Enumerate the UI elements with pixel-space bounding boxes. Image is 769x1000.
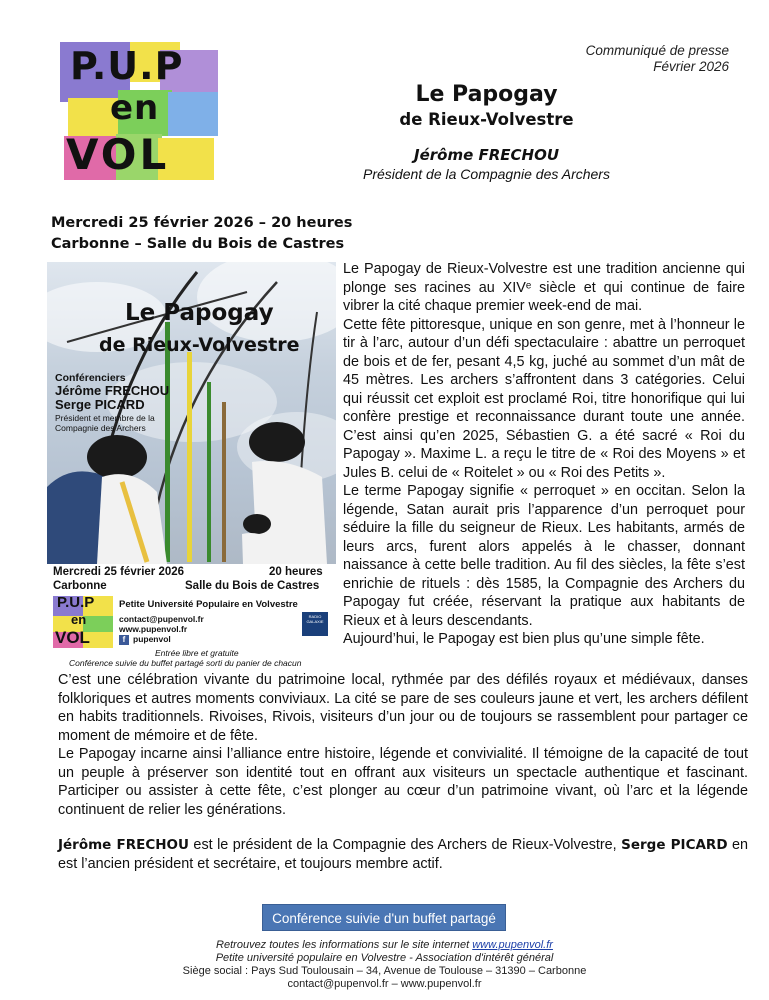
poster-email: contact@pupenvol.fr — [119, 614, 204, 624]
speaker-bio — [58, 836, 748, 873]
page-subtitle: de Rieux-Volvestre — [399, 110, 574, 129]
poster-facebook: pupenvol — [133, 634, 171, 644]
bio-name-2: Serge PICARD — [621, 837, 728, 853]
poster-speaker1: Jérôme FRECHOU — [55, 383, 170, 398]
poster-logo — [53, 596, 113, 648]
poster-org: Petite Université Populaire en Volvestre — [119, 599, 298, 610]
event-poster — [47, 262, 336, 668]
poster-date: Mercredi 25 février 2026 — [53, 566, 185, 578]
poster-role1: Président et membre de la — [55, 413, 155, 423]
press-label: Communiqué de presse — [585, 43, 729, 58]
poster-speakers-label: Conférenciers — [55, 372, 126, 384]
body-paragraph-2: Cette fête pittoresque, unique en son genre, met à l’honneur le tir à l’arc, autour d’un défi spectaculaire : abattre un perroquet de bois et de fer, pesant 4,5 kg, juché au sommet d’un mât de 45 mètres. Les archers s’affrontent dans 3 catégories. Celui qui réussit cet exploit est proclamé Roi, titre honorifique qui lui confère prestige et reconnaissance durant toute une année. C’est ainsi qu’en 2025, Sébastien G. a été sacré « Roi du Papogay ». Maxime L. a reçu le titre de « Roi des Moyens » et Jules B. celui de « Roitelet » ou « Roi des Petits ». — [343, 316, 745, 481]
body-paragraph-4: Aujourd’hui, le Papogay est bien plus qu’une simple fête. — [343, 631, 705, 647]
poster-logo-vol: VOL — [55, 628, 90, 647]
poster-buffet: Conférence suivie du buffet partagé sorti du panier de chacun — [69, 658, 302, 668]
poster-subtitle: de Rieux-Volvestre — [99, 334, 300, 356]
bio-name-1: Jérôme FRECHOU — [58, 837, 189, 853]
footer-line4: contact@pupenvol.fr – www.pupenvol.fr — [287, 978, 482, 990]
poster-logo-pup: P.U.P — [57, 594, 95, 611]
footer-line1-prefix: Retrouvez toutes les informations sur le site internet — [216, 939, 473, 951]
body-paragraph-3: Le terme Papogay signifie « perroquet » en occitan. Selon la légende, Satan aurait pris l’apparence d’un perroquet pour séduire la fille du seigneur de Rieux. Les habitants, armés de leurs arcs, furent alors appelés à le chasser, donnant naissance à cette belle tradition. Au fil des siècles, la fête s’est enrichie de rituels : dès 1585, la Compagnie des Archers du Papogay fut créée, réservant la pratique aux habitants de Rieux et à leurs descendants. — [343, 483, 745, 629]
bio-text-1: est le président de la Compagnie des Archers de Rieux-Volvestre, — [188, 837, 622, 853]
poster-entry: Entrée libre et gratuite — [155, 648, 239, 658]
poster-title: Le Papogay — [125, 300, 274, 326]
buffet-button[interactable]: Conférence suivie d'un buffet partagé — [262, 904, 506, 931]
speaker-name: Jérôme FRECHOU — [413, 146, 560, 164]
body-full-width — [58, 671, 748, 819]
press-date: Février 2026 — [653, 59, 729, 74]
title-block — [0, 81, 769, 183]
event-venue: Carbonne – Salle du Bois de Castres — [51, 236, 345, 252]
body-paragraph-5: C’est une célébration vivante du patrimoine local, rythmée par des défilés royaux et médiévaux, danses folkloriques et autres moments conviviaux. La cité se pare de ses couleurs jaune et vert, les archers défilent en habits traditionnels. Rivoises, Rivois, visiteurs d’un jour ou de toujours se rassemblent pour partager ce moment de mémoire et de fête. — [58, 672, 748, 744]
footer-line3: Siège social : Pays Sud Toulousain – 34, Avenue de Toulouse – 31390 – Carbonne — [182, 965, 587, 977]
footer — [0, 939, 769, 991]
footer-website-link[interactable]: www.pupenvol.fr — [472, 939, 553, 951]
poster-town: Carbonne — [53, 580, 107, 592]
poster-time: 20 heures — [269, 566, 323, 578]
poster-logo-en: en — [71, 612, 87, 627]
footer-line2: Petite université populaire en Volvestre - Association d'intérêt général — [215, 952, 554, 964]
poster-website: www.pupenvol.fr — [119, 624, 188, 634]
radio-label: RADIO GALAXIE — [306, 614, 324, 624]
event-datetime: Mercredi 25 février 2026 – 20 heures — [51, 215, 353, 231]
facebook-icon: f — [119, 635, 129, 645]
body-right-column — [343, 260, 745, 649]
radio-galaxie-logo — [302, 612, 328, 636]
body-paragraph-1: Le Papogay de Rieux-Volvestre est une tradition ancienne qui plonge ses racines au XIVᵉ siècle et qui continue de faire vibrer la cité chaque premier week-end de mai. — [343, 261, 745, 314]
body-paragraph-6: Le Papogay incarne ainsi l’alliance entre histoire, légende et convivialité. Il témoigne de la capacité de tout un peuple à préserver son identité tout en offrant aux visiteurs un spectacle authentique et fascinant. Participer ou assister à cette fête, c’est plonger au cœur d’un patrimoine vivant, où l’arc et la légende continuent de relier les générations. — [58, 746, 748, 818]
page-title: Le Papogay — [415, 82, 558, 107]
logo-text-en: en — [110, 88, 160, 128]
poster-speaker2: Serge PICARD — [55, 397, 145, 412]
bio-text-2: en est l’ancien président et secrétaire, et toujours membre actif. — [58, 837, 748, 872]
poster-role2: Compagnie des Archers — [55, 423, 146, 433]
poster-info-panel — [47, 564, 336, 668]
press-release-label — [586, 43, 729, 75]
logo-text-vol: VOL — [66, 130, 170, 179]
poster-venue: Salle du Bois de Castres — [185, 580, 320, 592]
speaker-role: Président de la Compagnie des Archers — [363, 166, 610, 182]
logo-text-pup: P.U.P — [70, 44, 184, 88]
